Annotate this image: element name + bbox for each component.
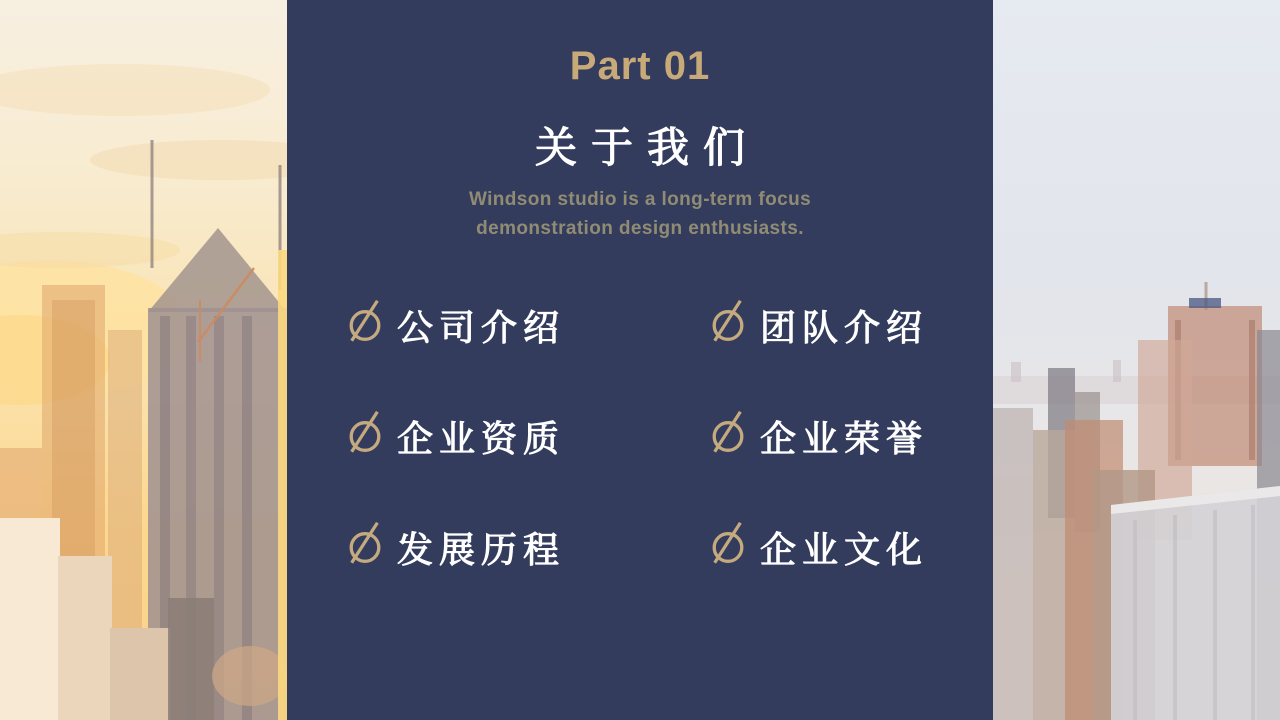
content-panel [287,0,993,720]
menu-item-label: 公司介绍 [397,306,566,348]
slashed-circle-icon [345,518,385,577]
slashed-circle-icon [708,296,748,355]
part-label: Part 01 [569,44,711,88]
menu-item-qualifications[interactable] [345,412,708,460]
menu-item-culture[interactable] [708,523,953,571]
menu-item-honors[interactable] [708,412,953,460]
city-left-illustration [0,0,287,720]
menu-item-label: 团队介绍 [760,306,929,348]
slide-title: 关于我们 [534,124,759,171]
subtitle-line-1: Windson studio is a long-term focus [468,189,812,211]
slashed-circle-icon [708,518,748,577]
slashed-circle-icon [345,407,385,466]
slide-subtitle [287,185,993,243]
menu-item-history[interactable] [345,523,708,571]
menu-item-team-intro[interactable] [708,301,953,349]
background-city-right [993,0,1280,720]
menu-item-label: 企业文化 [760,528,929,570]
menu-item-label: 企业资质 [397,417,566,459]
menu-grid [345,301,953,571]
background-city-left [0,0,287,720]
menu-item-label: 企业荣誉 [760,417,929,459]
slashed-circle-icon [345,296,385,355]
menu-item-company-intro[interactable] [345,301,708,349]
slashed-circle-icon [708,407,748,466]
subtitle-line-2: demonstration design enthusiasts. [476,218,804,240]
menu-item-label: 发展历程 [397,528,566,570]
city-right-illustration [993,0,1280,720]
